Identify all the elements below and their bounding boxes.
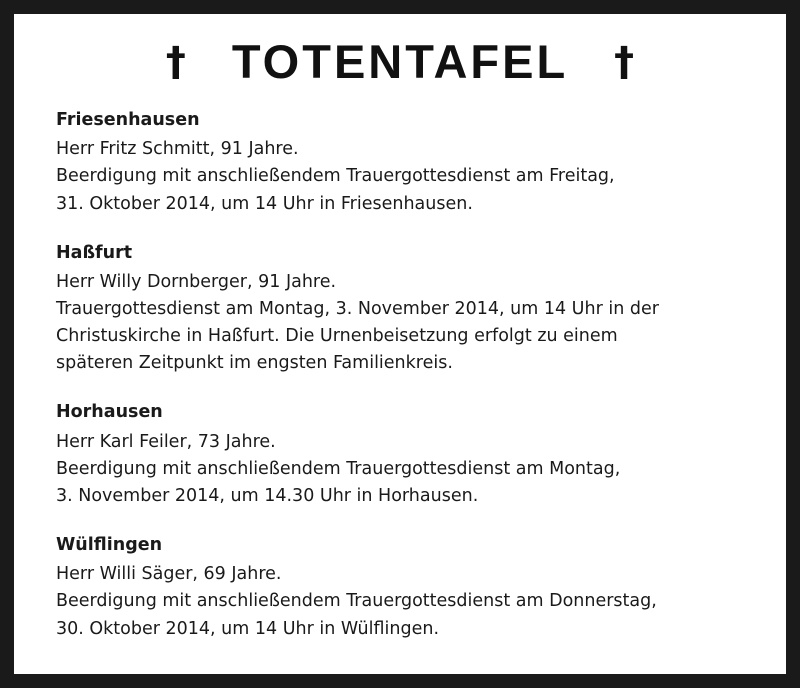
page-title: TOTENTAFEL <box>231 35 569 88</box>
entry-line: 31. Oktober 2014, um 14 Uhr in Friesenhausen. <box>56 193 473 214</box>
masthead <box>40 35 760 88</box>
entry-line: Beerdigung mit anschließendem Trauergottesdienst am Freitag, <box>56 166 615 187</box>
entry-line: Beerdigung mit anschließendem Trauergottesdienst am Donnerstag, <box>56 591 657 612</box>
entry-line: Beerdigung mit anschließendem Trauergottesdienst am Montag, <box>56 458 621 479</box>
obituary-sheet <box>14 14 786 674</box>
list-item <box>56 532 744 643</box>
list-item <box>56 107 744 218</box>
entry-place: Haßfurt <box>56 242 133 263</box>
obituary-list <box>40 107 760 643</box>
entry-line: Herr Willy Dornberger, 91 Jahre. <box>56 271 337 292</box>
list-item <box>56 399 744 510</box>
entry-place: Wülflingen <box>56 535 163 555</box>
entry-line: späteren Zeitpunkt im engsten Familienkreis. <box>56 353 453 374</box>
cross-icon-right: † <box>614 38 635 85</box>
entry-line: Herr Fritz Schmitt, 91 Jahre. <box>56 139 299 160</box>
cross-icon-left: † <box>165 38 186 85</box>
entry-line: Herr Willi Säger, 69 Jahre. <box>56 564 282 585</box>
entry-place: Friesenhausen <box>56 110 200 130</box>
entry-place: Horhausen <box>56 402 163 423</box>
entry-line: 3. November 2014, um 14.30 Uhr in Horhausen. <box>56 485 479 506</box>
entry-line: Trauergottesdienst am Montag, 3. November 2014, um 14 Uhr in der <box>56 299 659 319</box>
entry-line: Herr Karl Feiler, 73 Jahre. <box>56 431 276 452</box>
list-item <box>56 240 744 378</box>
entry-line: 30. Oktober 2014, um 14 Uhr in Wülflingen. <box>56 618 440 639</box>
entry-line: Christuskirche in Haßfurt. Die Urnenbeisetzung erfolgt zu einem <box>56 326 618 347</box>
